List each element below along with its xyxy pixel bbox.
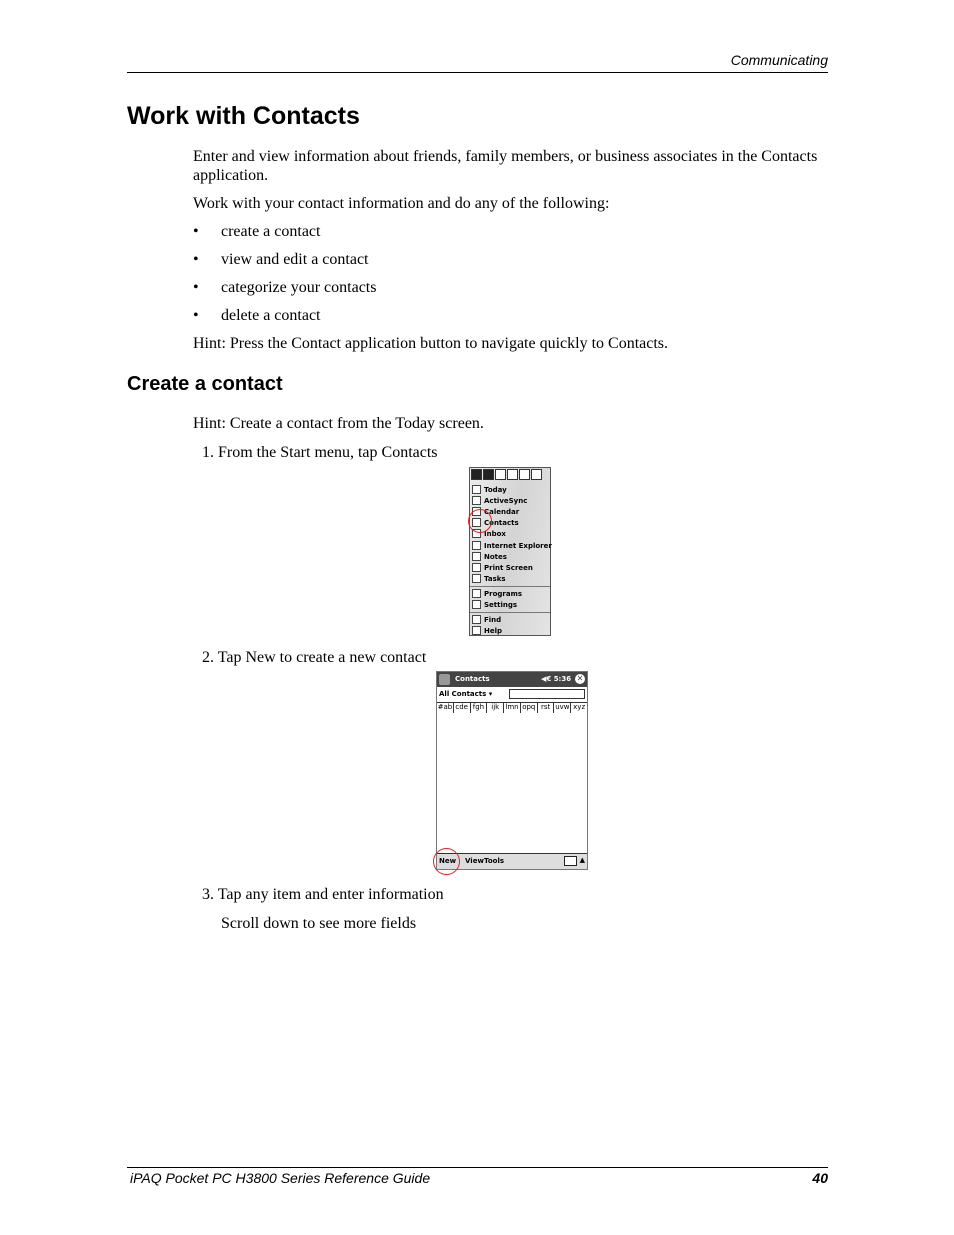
contacts-list-empty [437,713,587,854]
new-menu: New [439,857,457,865]
bullet-dot-icon: • [193,251,199,268]
start-menu-item: Calendar [472,506,519,517]
inbox-icon [519,469,530,480]
intro-paragraph-2: Work with your contact information and do any of the following: [193,195,610,212]
bullet-text: categorize your contacts [221,279,377,296]
hint-paragraph: Hint: Press the Contact application button to navigate quickly to Contacts. [193,335,669,352]
bullet-dot-icon: • [193,307,199,324]
menu-separator [470,612,550,613]
start-menu-item: Programs [472,588,522,599]
abc-tab: fgh [471,703,488,713]
highlight-circle [468,509,492,533]
intro-paragraph-1: Enter and view information about friends, family members, or business associates in the Contacts application. [193,148,818,184]
abc-tab: xyz [573,703,586,711]
menu-separator [470,586,550,587]
help-icon [472,626,481,635]
abc-tab: #ab [437,703,453,711]
programs-icon [472,589,481,598]
contacts-titlebar [437,672,587,687]
hint-paragraph: Hint: Create a contact from the Today screen. [193,415,484,432]
tools-menu: Tools [484,857,505,865]
bullet-text: view and edit a contact [221,251,369,268]
contacts-icon [507,469,518,480]
start-menu-item: Find [472,614,501,625]
bullet-dot-icon: • [193,279,199,296]
start-menu-item: ActiveSync [472,495,527,506]
contacts-title: Contacts [455,675,490,683]
abc-tab: opq [521,703,538,713]
abc-tab: ijk [487,703,504,713]
start-menu-item: Notes [472,551,507,562]
start-menu-item: Tasks [472,573,506,584]
header-rule [127,72,828,73]
calendar-icon [495,469,506,480]
bullet-dot-icon: • [193,223,199,240]
notes-icon [472,552,481,561]
start-menu-toolbar [471,469,549,482]
step-1: 1. From the Start menu, tap Contacts [202,444,438,461]
close-icon: ✕ [576,674,584,683]
abc-tab: cde [454,703,471,713]
start-icon [471,469,482,480]
footer-guide-title: iPAQ Pocket PC H3800 Series Reference Guide [130,1170,431,1186]
abc-tab: lmn [504,703,521,713]
step-3-note: Scroll down to see more fields [221,915,417,932]
page-title: Work with Contacts [127,102,360,130]
tasks-icon [472,574,481,583]
start-menu-item: Inbox [472,528,506,539]
page-number: 40 [812,1170,828,1186]
abc-tab: rst [538,703,555,713]
footer-rule [127,1167,828,1168]
start-menu-item: Help [472,625,502,636]
settings-icon [472,600,481,609]
print-screen-icon [472,563,481,572]
find-icon [472,615,481,624]
start-menu-item: Print Screen [472,562,533,573]
windows-start-icon [439,674,450,685]
start-menu-item: Internet Explorer [472,540,552,551]
start-menu-item: Today [472,484,507,495]
running-header: Communicating [730,52,828,68]
abc-tab: uvw [555,703,570,711]
step-3: 3. Tap any item and enter information [202,886,444,903]
today-icon [472,485,481,494]
category-dropdown: All Contacts ▾ [439,690,493,698]
category-row [437,687,587,701]
view-menu: View [465,857,484,865]
tasks-icon [531,469,542,480]
contacts-screenshot [436,671,588,870]
highlight-circle [433,848,460,875]
start-menu-item-contacts: Contacts [472,517,519,528]
section-title: Create a contact [127,373,283,395]
speaker-clock: ◀€ 5:36 [541,675,572,683]
internet-explorer-icon [472,541,481,550]
activesync-icon [483,469,494,480]
bullet-text: create a contact [221,223,321,240]
bullet-text: delete a contact [221,307,321,324]
activesync-icon [472,496,481,505]
keyboard-icon [564,856,577,866]
step-2: 2. Tap New to create a new contact [202,649,427,666]
find-field [509,689,585,699]
start-menu-item: Settings [472,599,517,610]
arrow-up-icon: ▲ [579,856,585,864]
start-menu-screenshot [469,467,551,636]
